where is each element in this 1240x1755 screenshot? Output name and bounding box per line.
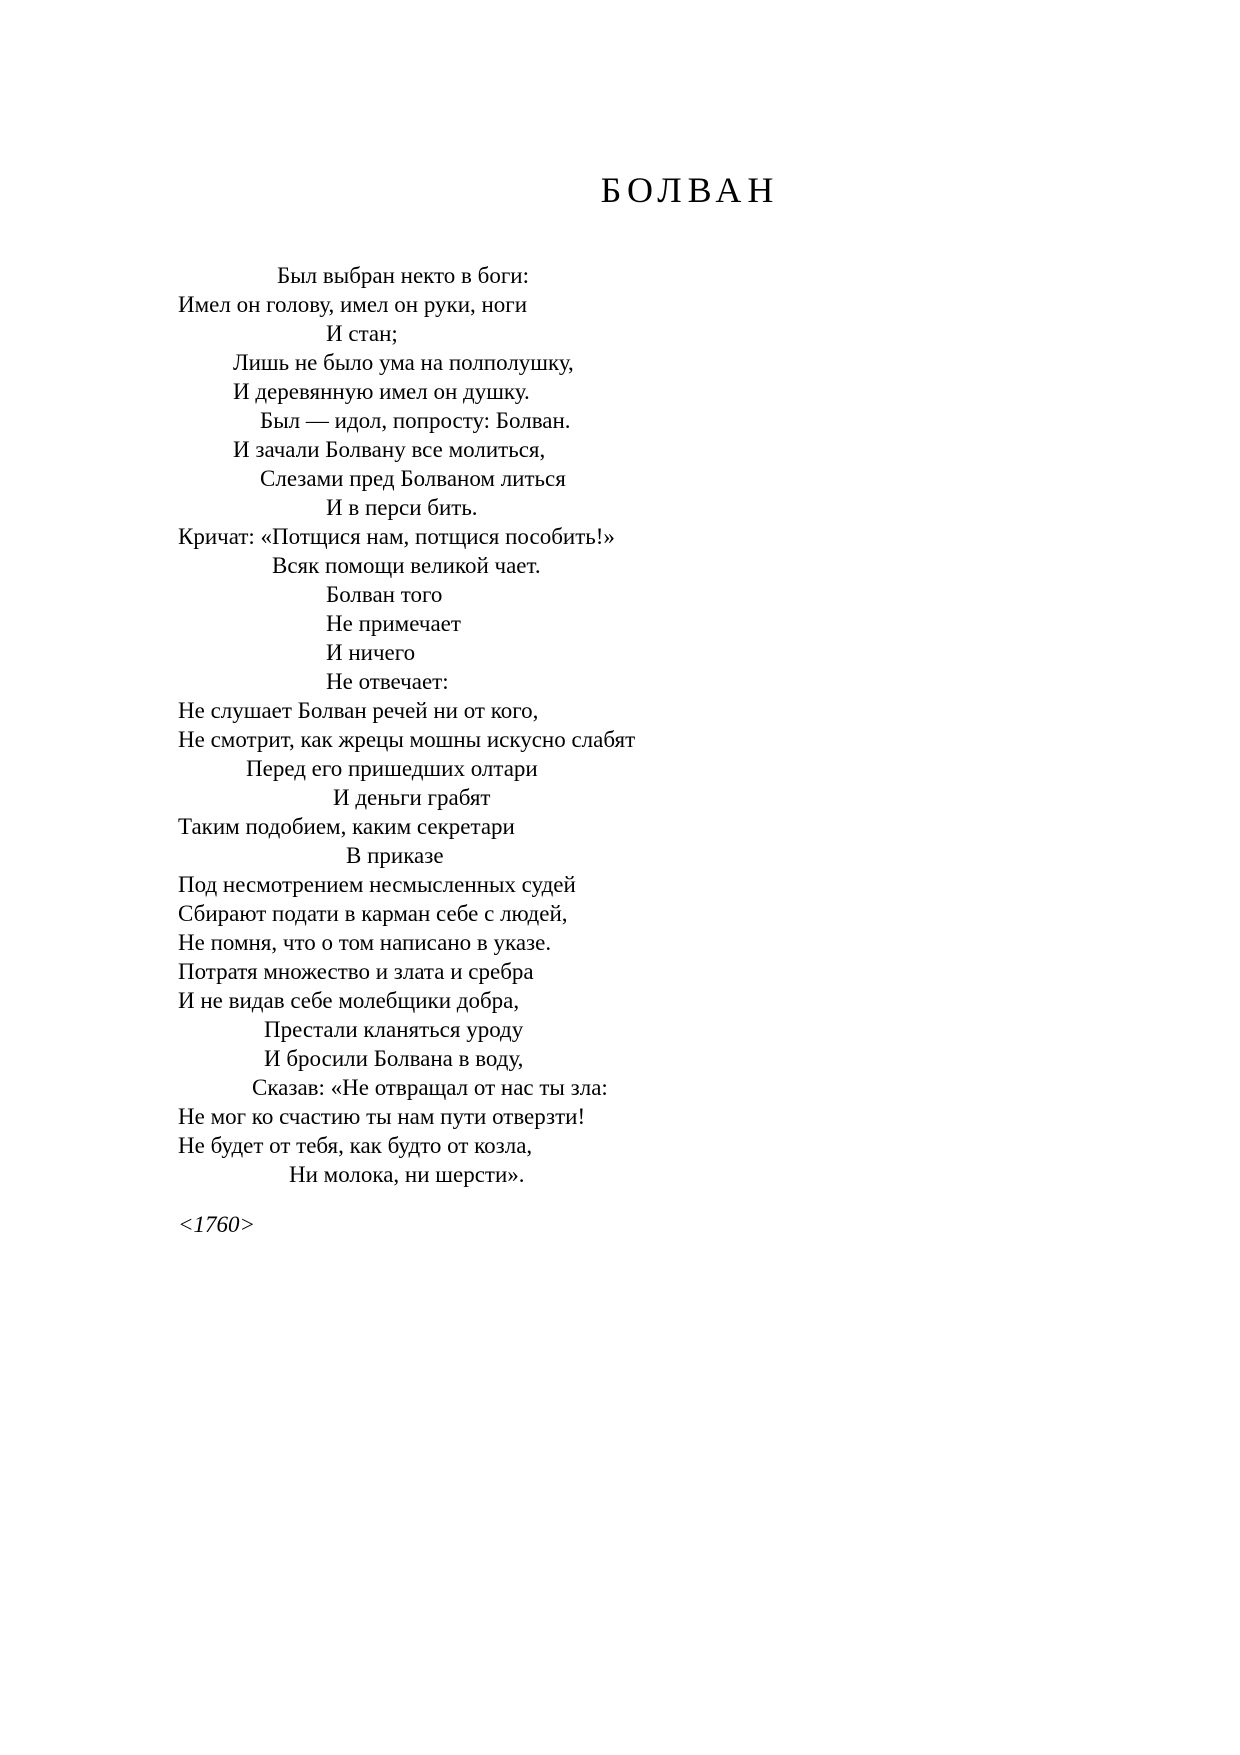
poem-line: Не помня, что о том написано в указе. bbox=[178, 930, 552, 955]
poem-line: И стан; bbox=[326, 321, 398, 346]
poem-line: И бросили Болвана в воду, bbox=[264, 1046, 524, 1071]
poem-line: В приказе bbox=[346, 843, 444, 868]
poem-line: Сбирают подати в карман себе с людей, bbox=[178, 901, 568, 926]
poem-line: И ничего bbox=[326, 640, 416, 665]
poem-line: Всяк помощи великой чает. bbox=[272, 553, 541, 578]
poem-line: Сказав: «Не отвращал от нас ты зла: bbox=[252, 1075, 608, 1100]
poem-line: Был — идол, попросту: Болван. bbox=[260, 408, 571, 433]
poem-line: Потратя множество и злата и сребра bbox=[178, 959, 534, 984]
poem-line: Перед его пришедших олтари bbox=[246, 756, 538, 781]
poem-line: Не будет от тебя, как будто от козла, bbox=[178, 1133, 533, 1158]
poem-line: Болван того bbox=[326, 582, 443, 607]
poem-line: Имел он голову, имел он руки, ноги bbox=[178, 292, 528, 317]
poem-line: И зачали Болвану все молиться, bbox=[233, 437, 546, 462]
poem-line: Не слушает Болван речей ни от кого, bbox=[178, 698, 539, 723]
poem-line: И деревянную имел он душку. bbox=[233, 379, 530, 404]
poem-line: Лишь не было ума на полполушку, bbox=[233, 350, 574, 375]
poem-line: Не примечает bbox=[326, 611, 461, 636]
poem-title: БОЛВАН bbox=[600, 170, 780, 210]
poem-line: Не смотрит, как жрецы мошны искусно слабят bbox=[178, 727, 636, 752]
poem-line: Ни молока, ни шерсти». bbox=[289, 1162, 525, 1187]
poem-line: И не видав себе молебщики добра, bbox=[178, 988, 520, 1013]
poem-line: Престали кланяться уроду bbox=[264, 1017, 524, 1042]
poem-line: Кричат: «Потщися нам, потщися пособить!» bbox=[178, 524, 615, 549]
poem-line: И в перси бить. bbox=[326, 495, 478, 520]
poem-line: Таким подобием, каким секретари bbox=[178, 814, 515, 839]
poem-date: <1760> bbox=[178, 1212, 256, 1237]
poem-line: Был выбран некто в боги: bbox=[277, 263, 530, 288]
poem-line: Не мог ко счастию ты нам пути отверзти! bbox=[178, 1104, 586, 1129]
poem-line: И деньги грабят bbox=[333, 785, 491, 810]
poem-line: Не отвечает: bbox=[326, 669, 449, 694]
poem-line: Слезами пред Болваном литься bbox=[260, 466, 566, 491]
poem-line: Под несмотрением несмысленных судей bbox=[178, 872, 576, 897]
